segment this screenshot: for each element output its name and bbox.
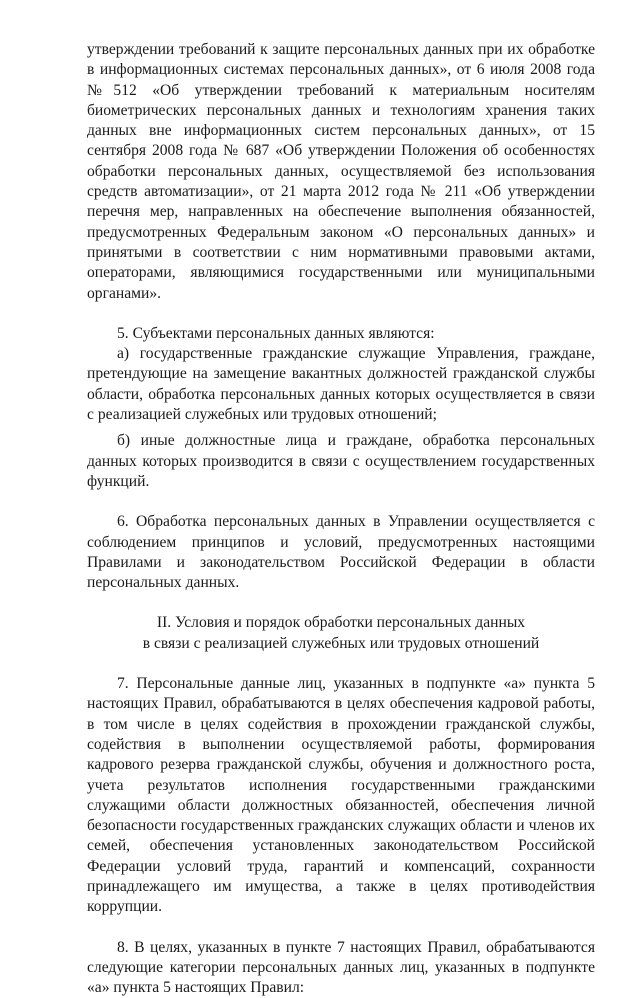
section-heading-line1: II. Условия и порядок обработки персональных данных (156, 614, 526, 632)
section-heading-line2: в связи с реализацией служебных или трудовых отношений (142, 634, 540, 652)
paragraph-8: 8. В целях, указанных в пункте 7 настоящих Правил, обрабатываются следующие категории персональных данных лиц, указанных в подпункте «а» пункта 5 настоящих Правил: (87, 938, 595, 997)
paragraph-5a: а) государственные гражданские служащие Управления, граждане, претендующие на замещение вакантных должностей гражданской службы области, обработка персональных данных которых осуществляется в связи с реализацией служебных или трудовых отношений; (87, 345, 595, 424)
paragraph-intro: утверждении требований к защите персональных данных при их обработке в информационных системах персональных данных», от 6 июля 2008 года №512 «Об утверждении требований к материальным носителям биометрических персональных данных и технологиям хранения таких данных вне информационных систем персональных данных», от 15 сентября 2008 года № 687 «Об утверждении Положения об особенностях обработки персональных данных, осуществляемой без использования средств автоматизации», от 21 марта 2012 года № 211 «Об утверждении перечня мер, направленных на обеспечение выполнения обязанностей, предусмотренных Федеральным законом «О персональных данных» и принятыми в соответствии с ним нормативными правовыми актами, операторами, являющимися государственными или муниципальными органами». (87, 41, 595, 302)
paragraph-7: 7. Персональные данные лиц, указанных в подпункте «а» пункта 5 настоящих Правил, обрабатываются в целях обеспечения кадровой работы, в том числе в целях содействия в прохождении гражданской службы, содействия в выполнении осуществляемой работы, формирования кадрового резерва гражданской службы, обучения и должностного роста, учета результатов исполнения государственными гражданскими служащими области должностных обязанностей, обеспечения личной безопасности государственных гражданских служащих области и членов их семей, обеспечения установленных законодательством Российской Федерации условий труда, гарантий и компенсаций, сохранности принадлежащего им имущества, а также в целях противодействия коррупции. (87, 675, 595, 916)
paragraph-5b: б) иные должностные лица и граждане, обработка персональных данных которых производится в связи с осуществлением государственных функций. (87, 432, 595, 490)
paragraph-5: 5. Субъектами персональных данных являются: (117, 324, 435, 342)
section-heading (87, 613, 595, 654)
paragraph-6: 6. Обработка персональных данных в Управлении осуществляется с соблюдением принципов и условий, предусмотренных настоящими Правилами и законодательством Российской Федерации в области персональных данных. (87, 513, 595, 592)
document-page (87, 40, 595, 998)
